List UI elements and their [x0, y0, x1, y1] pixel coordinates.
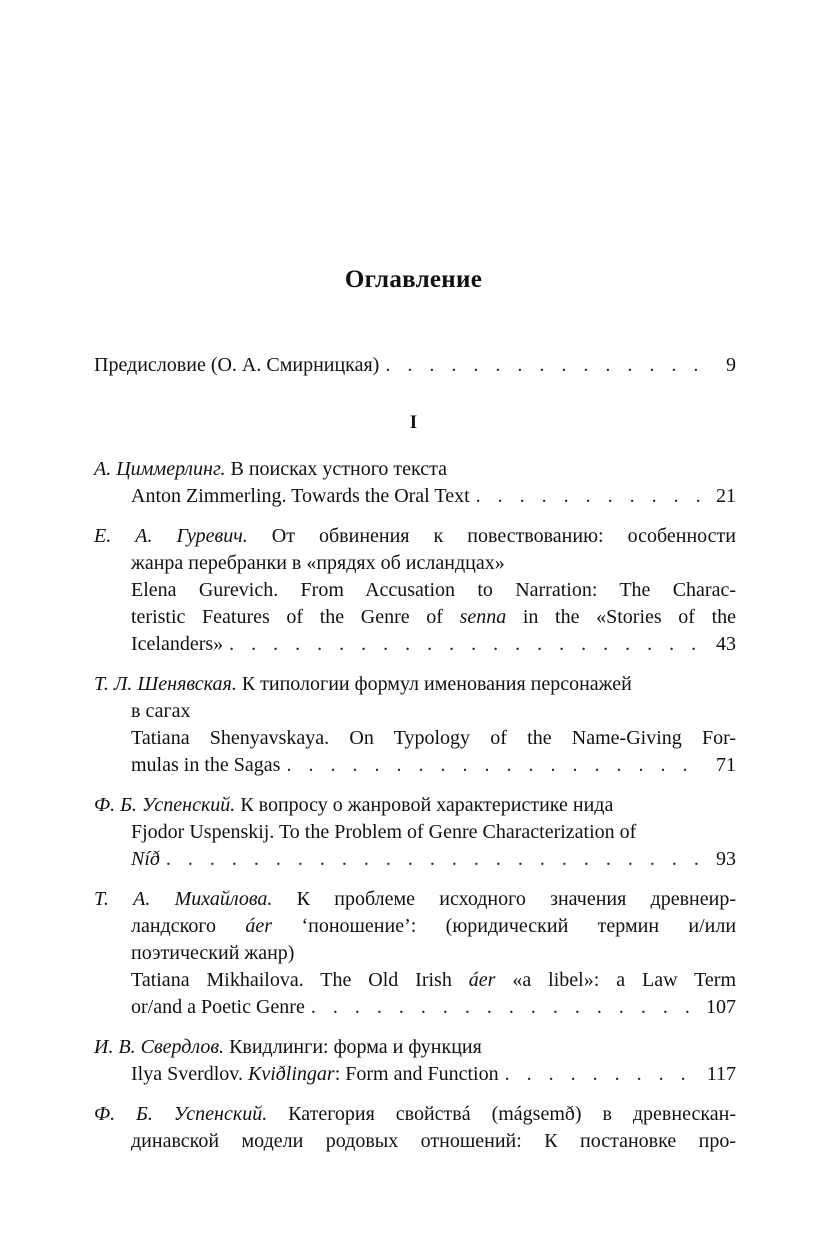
author-name: Е. А. Гуревич.: [94, 525, 248, 547]
toc-entry-author-line[interactable]: [94, 792, 736, 818]
toc-entry-author-line[interactable]: [94, 1034, 736, 1060]
toc-entry-author-line[interactable]: [94, 456, 736, 482]
toc-entry-en-line[interactable]: [131, 994, 736, 1020]
entry-title-ru: Квидлинги: форма и функция: [229, 1036, 482, 1058]
entry-title-ru: поэтический жанр): [131, 942, 295, 964]
author-name: И. В. Свердлов.: [94, 1036, 225, 1058]
entry-title-ru-italic: áer: [245, 915, 273, 937]
toc-entry-en-line[interactable]: [131, 752, 736, 778]
toc-entry-en-line[interactable]: [131, 483, 736, 509]
page-title: Оглавление: [344, 266, 483, 293]
toc-entry-ru-line: [131, 1128, 736, 1154]
entry-title-en: Tatiana Mikhailova. The Old Irish: [131, 969, 452, 991]
page-number: 43: [716, 633, 736, 655]
entry-title-en: in the «Stories of the: [522, 606, 737, 628]
toc-entry-author-line[interactable]: [94, 1101, 736, 1127]
entry-title-en: Ilya Sverdlov.: [131, 1063, 244, 1085]
toc-entry-preface[interactable]: [94, 352, 736, 378]
dot-leader: [505, 1061, 697, 1087]
toc-entry-ru-line: [131, 550, 736, 576]
toc-entry-author-line[interactable]: [94, 523, 736, 549]
entry-title-ru: К проблеме исходного значения древнеир-: [296, 888, 736, 910]
entry-title-ru: Категория свойствá (mágsemð) в древнескан-: [288, 1103, 736, 1125]
author-name: А. Циммерлинг.: [94, 458, 226, 480]
entry-title-ru: жанра перебранки в «прядях об исландцах»: [131, 552, 505, 574]
toc-entry-en-line[interactable]: [131, 631, 736, 657]
page-number: 9: [726, 354, 736, 376]
toc-entry-en-line[interactable]: [131, 1061, 736, 1087]
toc-entry-ru-line: [131, 940, 736, 966]
entry-title-en: Elena Gurevich. From Accusation to Narration: The Charac-: [131, 579, 736, 601]
toc-entry-ru-line: [131, 913, 736, 939]
entry-title-ru: К вопросу о жанровой характеристике нида: [240, 794, 614, 816]
entry-title-en: «a libel»: a Law Term: [512, 969, 737, 991]
dot-leader: [286, 752, 706, 778]
entry-title-en: : Form and Function: [334, 1063, 499, 1085]
toc-entry-en-line: [131, 604, 736, 630]
entry-title-en-italic: áer: [468, 969, 496, 991]
dot-leader: [229, 631, 706, 657]
toc-entry-en-line: [131, 725, 736, 751]
page-number: 93: [716, 848, 736, 870]
author-name: Ф. Б. Успенский.: [94, 1103, 268, 1125]
page-number: 117: [706, 1063, 736, 1085]
entry-title-en-italic: senna: [459, 606, 507, 628]
entry-title-ru: ландского: [131, 915, 217, 937]
entry-title-en: mulas in the Sagas: [131, 754, 281, 776]
toc-entry-en-line: [131, 819, 736, 845]
entry-title-ru: От обвинения к повествованию: особенности: [271, 525, 737, 547]
toc-entry-ru-line: [131, 698, 736, 724]
toc-entry-en-line: [131, 577, 736, 603]
dot-leader: [166, 846, 706, 872]
dot-leader: [311, 994, 696, 1020]
section-heading: I: [409, 412, 418, 433]
author-name: Ф. Б. Успенский.: [94, 794, 236, 816]
toc-entry-en-line: [131, 967, 736, 993]
entry-title-ru: в сагах: [131, 700, 191, 722]
dot-leader: [385, 352, 716, 378]
entry-title-en: teristic Features of the Genre of: [131, 606, 443, 628]
entry-title-ru: ‘поношение’: (юридический термин и/или: [301, 915, 737, 937]
entry-title-en: Icelanders»: [131, 633, 224, 655]
entry-title-ru: динавской модели родовых отношений: К постановке про-: [131, 1130, 736, 1152]
entry-title-en-italic: Níð: [131, 848, 160, 870]
entry-title-ru: К типологии формул именования персонажей: [241, 673, 632, 695]
page-number: 107: [706, 996, 736, 1018]
author-name: Т. А. Михайлова.: [94, 888, 273, 910]
author-name: Т. Л. Шенявская.: [94, 673, 237, 695]
page-number: 71: [716, 754, 736, 776]
toc-entry-en-line[interactable]: [131, 846, 736, 872]
toc-entry-author-line[interactable]: [94, 671, 736, 697]
entry-title: Предисловие (О. А. Смирницкая): [94, 354, 380, 376]
entry-title-en-italic: Kviðlingar: [248, 1063, 335, 1085]
page-number: 21: [716, 485, 736, 507]
entry-title-en: Anton Zimmerling. Towards the Oral Text: [131, 485, 470, 507]
entry-title-en: Tatiana Shenyavskaya. On Typology of the Name-Giving For-: [131, 727, 736, 749]
entry-title-en: or/and a Poetic Genre: [131, 996, 305, 1018]
entry-title-ru: В поисках устного текста: [230, 458, 447, 480]
dot-leader: [476, 483, 706, 509]
entry-title-en-group: [131, 1061, 499, 1087]
toc-entry-author-line[interactable]: [94, 886, 736, 912]
entry-title-en: Fjodor Uspenskij. To the Problem of Genre Charactеrization of: [131, 821, 637, 843]
